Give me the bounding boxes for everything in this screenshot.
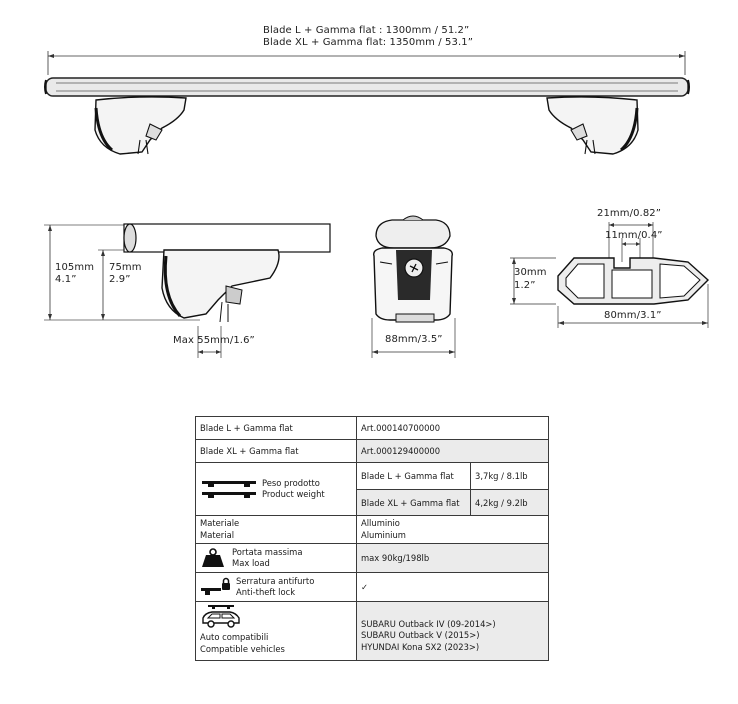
top-length-line-1: Blade L + Gamma flat : 1300mm / 51.2” [263, 25, 470, 36]
weight-icon [200, 548, 226, 568]
top-length-line-2: Blade XL + Gamma flat: 1350mm / 53.1” [263, 37, 473, 48]
weight-label-it: Peso prodotto [262, 477, 320, 488]
roof-bars-icon [200, 477, 258, 501]
side-max-clamp: Max 55mm/1.6” [173, 335, 255, 346]
list-item: SUBARU Outback IV (09-2014>) [361, 618, 496, 629]
table-row [196, 602, 549, 661]
vehicles-list [357, 602, 549, 661]
max-load-label-cell [196, 544, 357, 573]
front-width: 88mm/3.5” [385, 334, 443, 345]
table-row [196, 417, 549, 440]
material-label [196, 516, 357, 544]
spec-table [195, 416, 549, 661]
vehicles-label-cell [196, 602, 357, 661]
profile-width-top: 21mm/0.82” [597, 208, 662, 219]
row2-label: Blade XL + Gamma flat [196, 440, 357, 463]
car-icon [200, 604, 242, 630]
weight-item-value: 3,7kg / 8.1lb [471, 463, 549, 490]
weight-label-en: Product weight [262, 489, 325, 499]
weight-item-name: Blade XL + Gamma flat [357, 490, 471, 516]
max-load-value: max 90kg/198lb [357, 544, 549, 573]
max-load-label-it: Portata massima [232, 546, 303, 557]
table-row [196, 463, 549, 490]
material-value-it: Alluminio [361, 518, 400, 528]
material-value [357, 516, 549, 544]
weight-label-cell [196, 463, 357, 516]
table-row [196, 516, 549, 544]
table-row [196, 544, 549, 573]
lock-value: ✓ [357, 573, 549, 602]
side-height-total-in: 4.1” [55, 274, 77, 285]
lock-label-it: Serratura antifurto [236, 575, 315, 586]
list-item: HYUNDAI Kona SX2 (2023>) [361, 641, 480, 652]
max-load-label-en: Max load [232, 558, 270, 568]
profile-slot-width: 11mm/0.4” [605, 230, 663, 241]
profile-height-mm: 30mm [514, 267, 547, 278]
lock-label-cell [196, 573, 357, 602]
table-row [196, 573, 549, 602]
side-height-bar-mm: 75mm [109, 262, 142, 273]
table-row [196, 440, 549, 463]
side-height-bar-in: 2.9” [109, 274, 131, 285]
list-item: SUBARU Outback V (2015>) [361, 630, 480, 641]
material-label-it: Materiale [200, 518, 240, 528]
weight-item-value: 4,2kg / 9.2lb [471, 490, 549, 516]
vehicles-label-en: Compatible vehicles [200, 643, 285, 654]
row2-value: Art.000129400000 [357, 440, 549, 463]
profile-height-in: 1.2” [514, 280, 536, 291]
material-label-en: Material [200, 529, 235, 540]
row1-label: Blade L + Gamma flat [196, 417, 357, 440]
lock-icon [200, 576, 232, 598]
weight-item-name: Blade L + Gamma flat [357, 463, 471, 490]
top-view-drawing [0, 0, 738, 170]
material-value-en: Aluminium [361, 529, 406, 540]
row1-value: Art.000140700000 [357, 417, 549, 440]
side-height-total-mm: 105mm [55, 262, 95, 273]
vehicles-label-it: Auto compatibili [200, 632, 269, 642]
lock-label-en: Anti-theft lock [236, 587, 296, 597]
profile-width-total: 80mm/3.1” [604, 310, 662, 321]
